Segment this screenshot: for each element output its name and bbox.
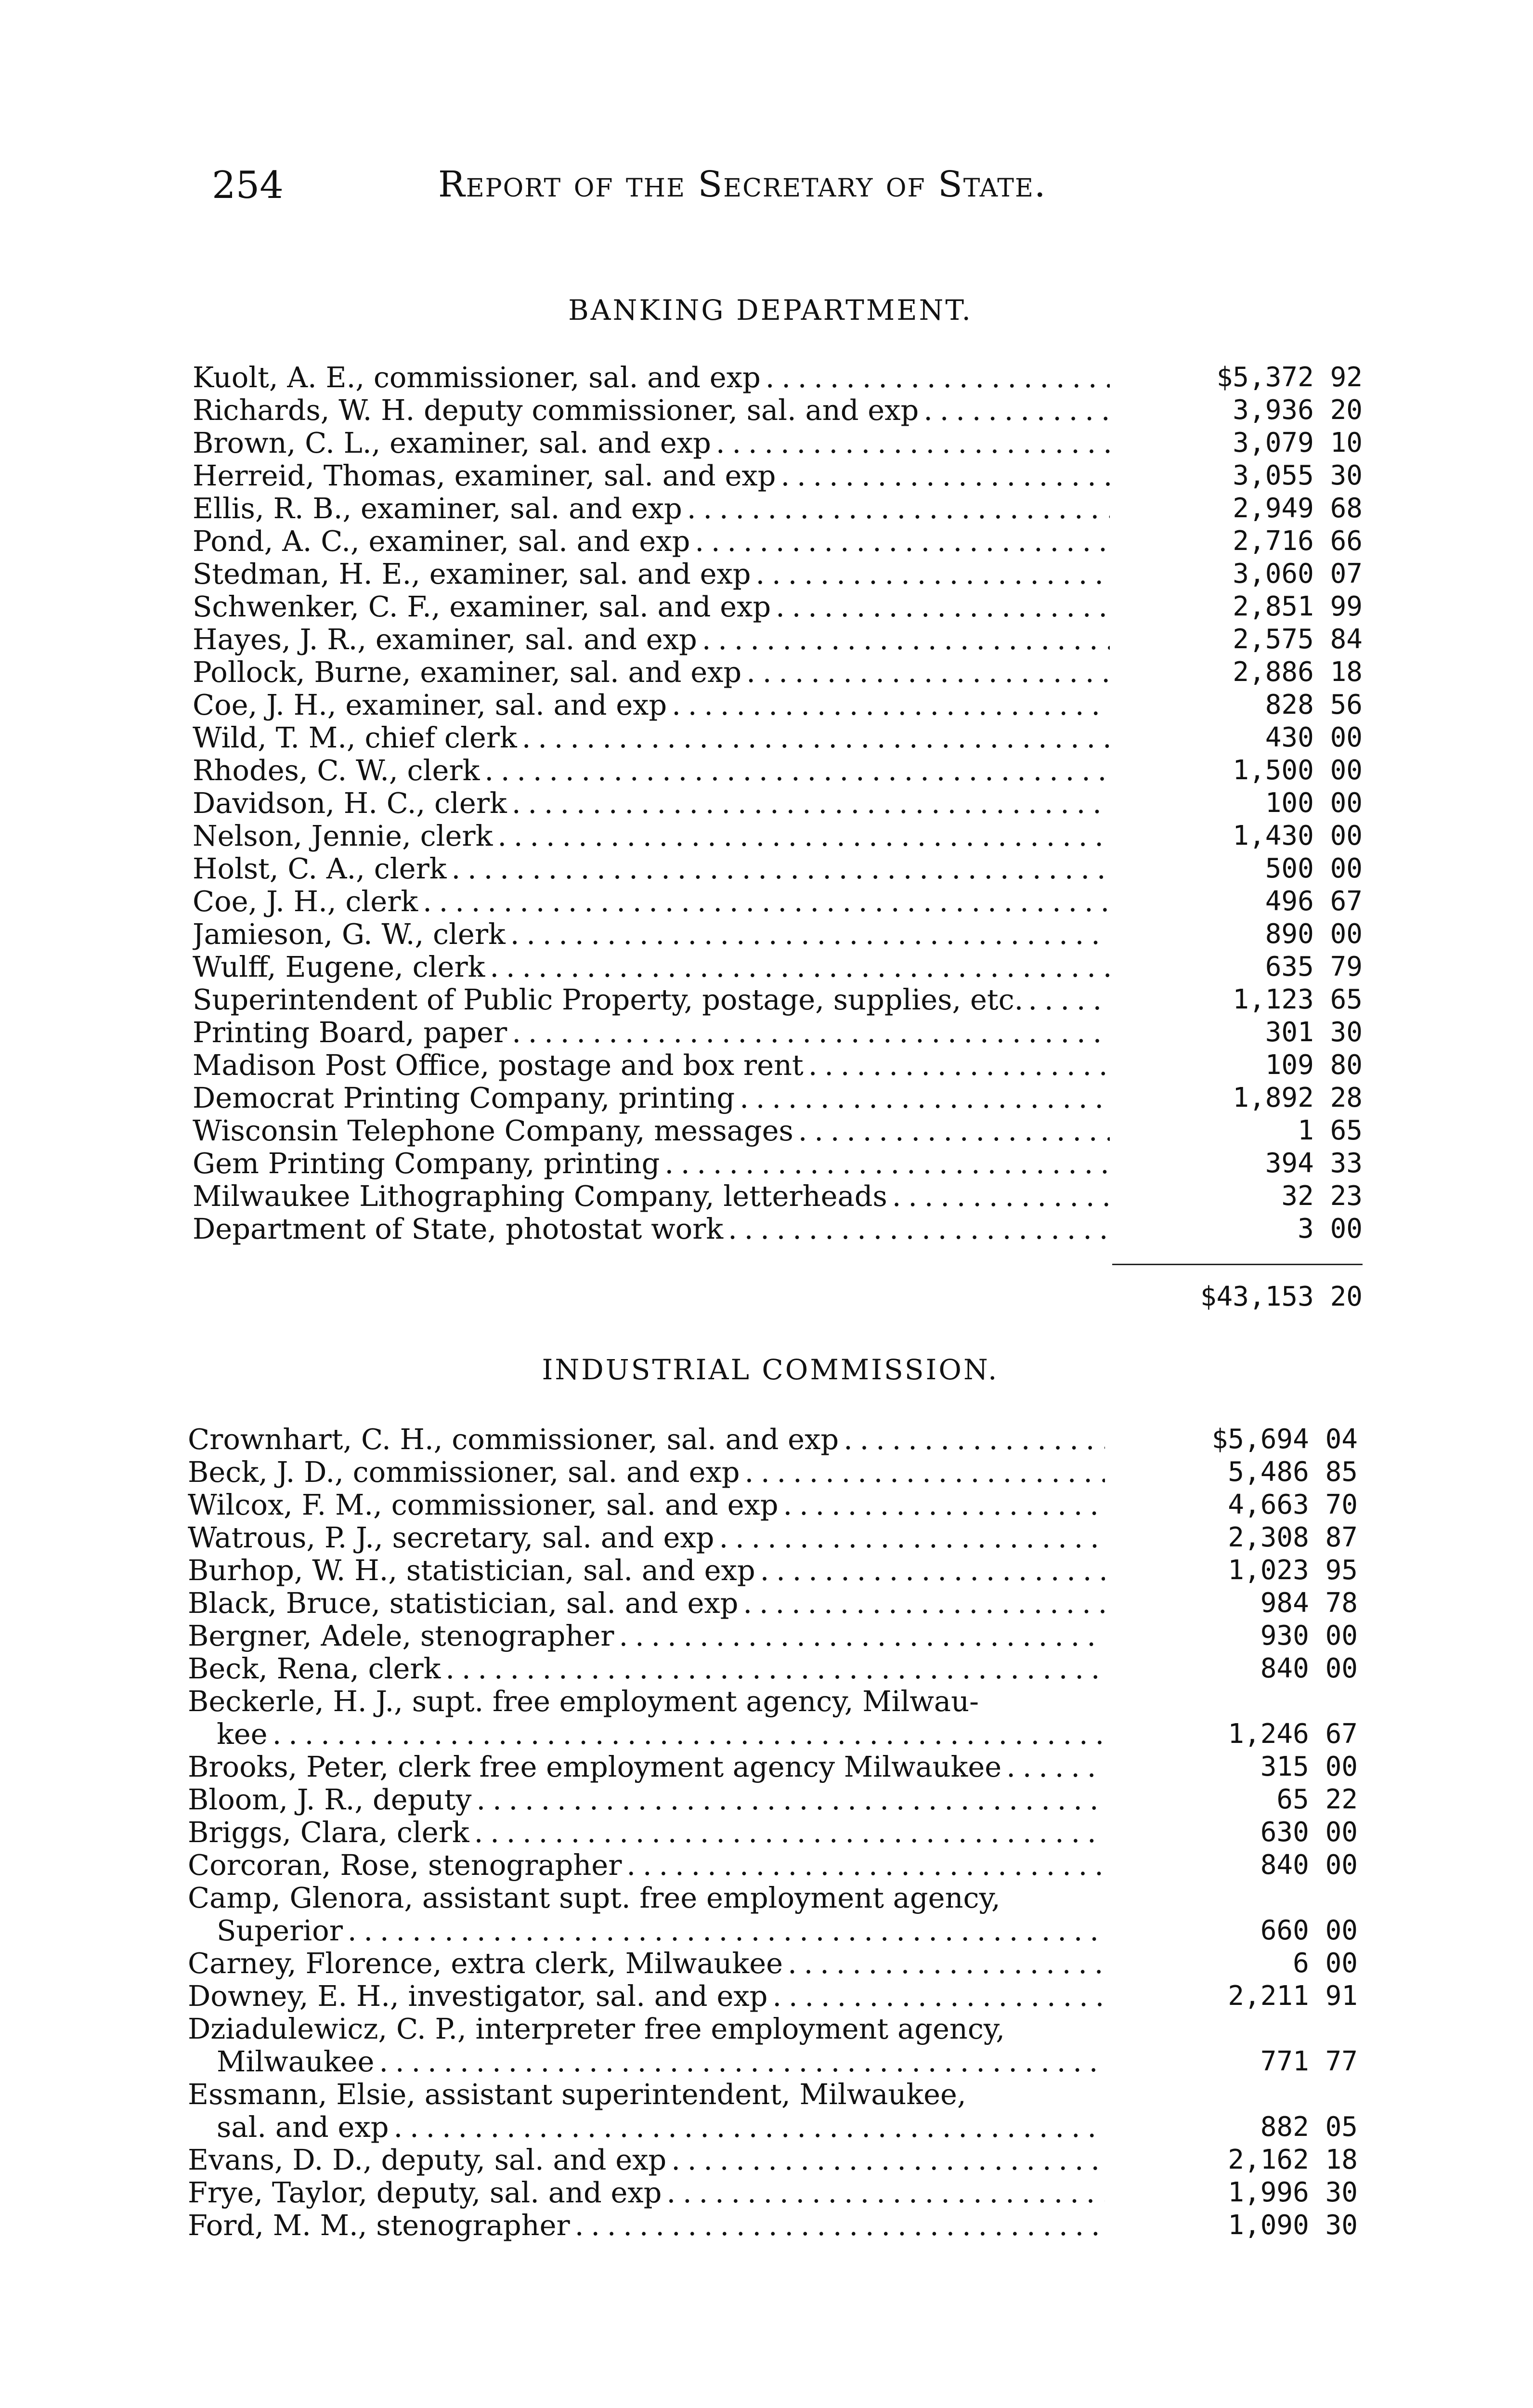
ledger-name — [193, 689, 1110, 721]
ledger-name — [193, 787, 1110, 820]
ledger-row — [188, 1554, 1358, 1587]
ledger-amount: 840 00 — [1260, 1849, 1358, 1881]
ledger-amount: 65 22 — [1276, 1784, 1358, 1815]
ledger-row — [193, 394, 1363, 427]
ledger-name — [188, 1423, 1105, 1456]
ledger-row — [188, 1456, 1358, 1489]
ledger-name — [188, 2176, 1105, 2209]
ledger-row — [193, 852, 1363, 885]
ledger-name-text: Holst, C. A., clerk — [193, 852, 447, 885]
ledger-name — [193, 852, 1110, 885]
ledger-row — [188, 1849, 1358, 1882]
leader-dots — [923, 394, 1110, 427]
ledger-row — [193, 754, 1363, 787]
ledger-row — [193, 427, 1363, 459]
ledger-name-text: Superintendent of Public Property, postage, supplies, etc. — [193, 983, 1024, 1016]
ledger-row — [193, 623, 1363, 656]
leader-dots — [394, 2111, 1105, 2144]
ledger-name — [193, 918, 1110, 951]
banking-entries — [193, 361, 1363, 1245]
ledger-name-text: Beck, Rena, clerk — [188, 1652, 441, 1685]
ledger-row — [193, 918, 1363, 951]
ledger-name — [193, 1114, 1110, 1147]
leader-dots — [695, 525, 1110, 558]
ledger-row — [188, 1980, 1358, 2013]
ledger-name: Beckerle, H. J., supt. free employment agency, Milwau- — [188, 1685, 979, 1718]
ledger-amount: 32 23 — [1281, 1180, 1363, 1212]
ledger-amount: 771 77 — [1260, 2046, 1358, 2077]
ledger-row — [188, 1751, 1358, 1783]
ledger-name — [188, 1521, 1105, 1554]
ledger-name — [188, 1751, 1105, 1783]
leader-dots — [672, 689, 1110, 721]
ledger-name — [188, 1456, 1105, 1489]
leader-dots — [522, 721, 1110, 754]
banking-section-title: BANKING DEPARTMENT. — [568, 294, 973, 327]
ledger-name-text: Nelson, Jennie, clerk — [193, 820, 493, 852]
ledger-row — [193, 590, 1363, 623]
ledger-name-text: Carney, Florence, extra clerk, Milwaukee — [188, 1947, 783, 1980]
ledger-name-text: Pollock, Burne, examiner, sal. and exp — [193, 656, 742, 689]
ledger-name-text: Bloom, J. R., deputy — [188, 1783, 472, 1816]
ledger-name-text: Herreid, Thomas, examiner, sal. and exp — [193, 459, 776, 492]
ledger-name — [188, 2209, 1105, 2242]
ledger-name — [193, 721, 1110, 754]
ledger-name: Essmann, Elsie, assistant superintendent, Milwaukee, — [188, 2078, 966, 2111]
leader-dots — [766, 361, 1110, 394]
leader-dots — [728, 1213, 1110, 1245]
leader-dots — [445, 1652, 1105, 1685]
ledger-name — [188, 1783, 1105, 1816]
leader-dots — [783, 1489, 1105, 1521]
ledger-row — [193, 459, 1363, 492]
leader-dots — [423, 885, 1110, 918]
ledger-name — [193, 1180, 1110, 1213]
ledger-amount: 2,575 84 — [1233, 624, 1363, 655]
ledger-row — [188, 1652, 1358, 1685]
leader-dots — [702, 623, 1110, 656]
ledger-row — [193, 1180, 1363, 1213]
leader-dots — [776, 590, 1110, 623]
leader-dots — [719, 1521, 1105, 1554]
ledger-name-text: Department of State, photostat work — [193, 1213, 724, 1245]
ledger-name — [188, 1947, 1105, 1980]
ledger-name-text: Frye, Taylor, deputy, sal. and exp — [188, 2176, 662, 2209]
ledger-amount: 5,486 85 — [1228, 1456, 1358, 1488]
ledger-amount: 890 00 — [1265, 918, 1363, 950]
ledger-amount: 660 00 — [1260, 1915, 1358, 1946]
ledger-amount: 3 00 — [1298, 1213, 1363, 1244]
ledger-amount: 635 79 — [1265, 951, 1363, 982]
ledger-row — [188, 1783, 1358, 1816]
ledger-amount: 430 00 — [1265, 722, 1363, 753]
ledger-name-text: Wulff, Eugene, clerk — [193, 951, 485, 983]
ledger-name — [188, 1554, 1105, 1587]
leader-dots — [844, 1423, 1105, 1456]
ledger-row — [188, 1521, 1358, 1554]
ledger-amount: 6 00 — [1293, 1948, 1358, 1979]
leader-dots — [798, 1114, 1110, 1147]
ledger-name-text: Burhop, W. H., statistician, sal. and exp — [188, 1554, 755, 1587]
ledger-amount: 2,211 91 — [1228, 1980, 1358, 2012]
leader-dots — [273, 1718, 1105, 1751]
ledger-amount: 4,663 70 — [1228, 1489, 1358, 1520]
leader-dots — [348, 1914, 1105, 1947]
ledger-row — [188, 1587, 1358, 1620]
leader-dots — [512, 1016, 1110, 1049]
ledger-name — [188, 1620, 1105, 1652]
ledger-amount: 100 00 — [1265, 787, 1363, 819]
ledger-name-text: Wisconsin Telephone Company, messages — [193, 1114, 793, 1147]
leader-dots — [666, 2176, 1105, 2209]
ledger-row — [188, 1620, 1358, 1652]
leader-dots — [664, 1147, 1110, 1180]
ledger-amount: 2,886 18 — [1233, 656, 1363, 688]
ledger-name-text: Richards, W. H. deputy commissioner, sal. and exp — [193, 394, 919, 427]
ledger-name — [193, 394, 1110, 427]
ledger-amount: 496 67 — [1265, 886, 1363, 917]
ledger-name — [188, 1587, 1105, 1620]
ledger-name — [193, 754, 1110, 787]
ledger-name — [193, 361, 1110, 394]
ledger-name — [193, 459, 1110, 492]
ledger-amount: 1,123 65 — [1233, 984, 1363, 1015]
ledger-row — [188, 1489, 1358, 1521]
ledger-row — [188, 1947, 1358, 1980]
ledger-name-text: Briggs, Clara, clerk — [188, 1816, 469, 1849]
ledger-name-text: Pond, A. C., examiner, sal. and exp — [193, 525, 690, 558]
ledger-name-text: Corcoran, Rose, stenographer — [188, 1849, 622, 1882]
ledger-name-text: Jamieson, G. W., clerk — [193, 918, 506, 951]
ledger-row — [188, 1816, 1358, 1849]
ledger-amount: 2,716 66 — [1233, 525, 1363, 557]
ledger-amount: 882 05 — [1260, 2111, 1358, 2143]
ledger-row — [193, 951, 1363, 983]
leader-dots — [512, 787, 1110, 820]
leader-dots — [687, 492, 1110, 525]
ledger-row — [188, 2013, 1358, 2078]
ledger-amount: 630 00 — [1260, 1817, 1358, 1848]
leader-dots — [497, 820, 1110, 852]
ledger-name-text: Coe, J. H., examiner, sal. and exp — [193, 689, 667, 721]
ledger-amount: 1,892 28 — [1233, 1082, 1363, 1113]
ledger-name-text: Brown, C. L., examiner, sal. and exp — [193, 427, 711, 459]
ledger-name — [193, 623, 1110, 656]
ledger-name-cont-text: sal. and exp — [217, 2111, 389, 2144]
leader-dots — [740, 1082, 1110, 1114]
ledger-row — [193, 1049, 1363, 1082]
ledger-name-text: Schwenker, C. F., examiner, sal. and exp — [193, 590, 771, 623]
ledger-row — [193, 1082, 1363, 1114]
ledger-name-text: Printing Board, paper — [193, 1016, 507, 1049]
ledger-name-text: Gem Printing Company, printing — [193, 1147, 660, 1180]
ledger-name-text: Ellis, R. B., examiner, sal. and exp — [193, 492, 682, 525]
ledger-amount: 3,060 07 — [1233, 558, 1363, 589]
ledger-name — [188, 1652, 1105, 1685]
leader-dots — [575, 2209, 1105, 2242]
ledger-name-text: Davidson, H. C., clerk — [193, 787, 507, 820]
ledger-amount: 1,090 30 — [1228, 2210, 1358, 2241]
ledger-name — [188, 2144, 1105, 2176]
ledger-name — [188, 1816, 1105, 1849]
ledger-name-text: Hayes, J. R., examiner, sal. and exp — [193, 623, 697, 656]
ledger-name — [193, 1213, 1110, 1245]
ledger-amount: 1,023 95 — [1228, 1555, 1358, 1586]
ledger-row — [193, 1114, 1363, 1147]
ledger-name-text: Coe, J. H., clerk — [193, 885, 418, 918]
leader-dots — [379, 2045, 1105, 2078]
leader-dots — [484, 754, 1110, 787]
leader-dots — [476, 1783, 1105, 1816]
ledger-row — [193, 558, 1363, 590]
ledger-amount: 3,055 30 — [1233, 460, 1363, 491]
ledger-amount: 301 30 — [1265, 1017, 1363, 1048]
ledger-name-continuation — [217, 2111, 1105, 2144]
ledger-name-text: Wild, T. M., chief clerk — [193, 721, 517, 754]
ledger-name: Camp, Glenora, assistant supt. free employment agency, — [188, 1882, 1000, 1914]
ledger-row — [193, 361, 1363, 394]
ledger-row — [193, 525, 1363, 558]
ledger-row — [188, 1685, 1358, 1751]
ledger-row — [193, 656, 1363, 689]
ledger-amount: 840 00 — [1260, 1653, 1358, 1684]
ledger-amount: 2,308 87 — [1228, 1522, 1358, 1553]
ledger-row — [188, 1882, 1358, 1947]
ledger-name-text: Watrous, P. J., secretary, sal. and exp — [188, 1521, 715, 1554]
ledger-amount: 1,996 30 — [1228, 2177, 1358, 2208]
ledger-row — [188, 1423, 1358, 1456]
leader-dots — [743, 1587, 1105, 1620]
ledger-amount: 1,500 00 — [1233, 755, 1363, 786]
leader-dots — [780, 459, 1110, 492]
ledger-name — [193, 492, 1110, 525]
ledger-amount: 500 00 — [1265, 853, 1363, 884]
ledger-name — [188, 1980, 1105, 2013]
ledger-name-text: Stedman, H. E., examiner, sal. and exp — [193, 558, 751, 590]
ledger-name-text: Rhodes, C. W., clerk — [193, 754, 480, 787]
ledger-row — [193, 1213, 1363, 1245]
ledger-row — [193, 885, 1363, 918]
ledger-row — [193, 689, 1363, 721]
ledger-row — [188, 2078, 1358, 2144]
leader-dots — [510, 918, 1110, 951]
page-header — [212, 164, 1175, 212]
ledger-amount: $5,372 92 — [1216, 362, 1363, 393]
leader-dots — [626, 1849, 1105, 1882]
leader-dots — [788, 1947, 1105, 1980]
ledger-name-text: Evans, D. D., deputy, sal. and exp — [188, 2144, 667, 2176]
ledger-name — [193, 1049, 1110, 1082]
ledger-amount: 930 00 — [1260, 1620, 1358, 1651]
ledger-row — [193, 492, 1363, 525]
ledger-name-cont-text: Superior — [217, 1914, 343, 1947]
ledger-row — [193, 820, 1363, 852]
banking-total-rule — [1112, 1264, 1363, 1265]
ledger-amount: 2,851 99 — [1233, 591, 1363, 622]
leader-dots — [808, 1049, 1110, 1082]
industrial-section-title: INDUSTRIAL COMMISSION. — [542, 1353, 999, 1386]
leader-dots — [746, 656, 1110, 689]
ledger-name — [193, 820, 1110, 852]
leader-dots — [452, 852, 1110, 885]
ledger-name-text: Madison Post Office, postage and box rent — [193, 1049, 804, 1082]
ledger-name — [188, 1849, 1105, 1882]
ledger-amount: 3,936 20 — [1233, 394, 1363, 426]
ledger-name — [193, 983, 1110, 1016]
industrial-entries — [188, 1423, 1358, 2242]
leader-dots — [892, 1180, 1110, 1213]
ledger-name-text: Brooks, Peter, clerk free employment agency Milwaukee — [188, 1751, 1002, 1783]
ledger-amount: 394 33 — [1265, 1148, 1363, 1179]
ledger-name — [193, 951, 1110, 983]
ledger-name — [193, 1147, 1110, 1180]
ledger-amount: 2,162 18 — [1228, 2144, 1358, 2175]
ledger-name-text: Democrat Printing Company, printing — [193, 1082, 735, 1114]
ledger-amount: 1 65 — [1298, 1115, 1363, 1146]
ledger-name — [188, 1489, 1105, 1521]
ledger-name-text: Black, Bruce, statistician, sal. and exp — [188, 1587, 739, 1620]
ledger-amount: 109 80 — [1265, 1049, 1363, 1081]
ledger-amount: $5,694 04 — [1211, 1424, 1358, 1455]
ledger-name-text: Wilcox, F. M., commissioner, sal. and exp — [188, 1489, 779, 1521]
ledger-row — [193, 721, 1363, 754]
leader-dots — [716, 427, 1110, 459]
ledger-name-continuation — [217, 2045, 1105, 2078]
page-number: 254 — [212, 164, 284, 207]
ledger-name — [193, 525, 1110, 558]
ledger-name — [193, 656, 1110, 689]
ledger-amount: 984 78 — [1260, 1587, 1358, 1619]
leader-dots — [756, 558, 1110, 590]
ledger-name-text: Ford, M. M., stenographer — [188, 2209, 570, 2242]
ledger-name: Dziadulewicz, C. P., interpreter free employment agency, — [188, 2013, 1005, 2045]
ledger-amount: 1,246 67 — [1228, 1718, 1358, 1750]
ledger-amount: 1,430 00 — [1233, 820, 1363, 851]
ledger-row — [193, 983, 1363, 1016]
ledger-name — [193, 1082, 1110, 1114]
ledger-name-text: Bergner, Adele, stenographer — [188, 1620, 614, 1652]
ledger-row — [193, 787, 1363, 820]
ledger-name-text: Kuolt, A. E., commissioner, sal. and exp — [193, 361, 761, 394]
ledger-name-cont-text: kee — [217, 1718, 268, 1751]
ledger-amount: 315 00 — [1260, 1751, 1358, 1782]
ledger-name — [193, 427, 1110, 459]
ledger-name — [193, 558, 1110, 590]
leader-dots — [745, 1456, 1105, 1489]
leader-dots — [1006, 1751, 1105, 1783]
ledger-row — [188, 2144, 1358, 2176]
ledger-amount: 828 56 — [1265, 689, 1363, 720]
ledger-amount: 3,079 10 — [1233, 427, 1363, 458]
leader-dots — [490, 951, 1110, 983]
ledger-name — [193, 590, 1110, 623]
ledger-row — [188, 2176, 1358, 2209]
ledger-name — [193, 885, 1110, 918]
leader-dots — [772, 1980, 1105, 2013]
ledger-name-text: Crownhart, C. H., commissioner, sal. and exp — [188, 1423, 839, 1456]
ledger-row — [193, 1147, 1363, 1180]
ledger-name-text: Downey, E. H., investigator, sal. and exp — [188, 1980, 768, 2013]
ledger-name-text: Milwaukee Lithographing Company, letterheads — [193, 1180, 887, 1213]
ledger-name — [193, 1016, 1110, 1049]
leader-dots — [619, 1620, 1105, 1652]
leader-dots — [474, 1816, 1105, 1849]
banking-total: $43,153 20 — [1200, 1281, 1363, 1312]
ledger-name-cont-text: Milwaukee — [217, 2045, 375, 2078]
leader-dots — [760, 1554, 1105, 1587]
leader-dots — [671, 2144, 1105, 2176]
leader-dots — [1028, 983, 1110, 1016]
ledger-name-continuation — [217, 1914, 1105, 1947]
ledger-name-continuation — [217, 1718, 1105, 1751]
ledger-row — [188, 2209, 1358, 2242]
ledger-name-text: Beck, J. D., commissioner, sal. and exp — [188, 1456, 740, 1489]
ledger-row — [193, 1016, 1363, 1049]
running-title: Report of the Secretary of State. — [438, 164, 1047, 205]
ledger-amount: 2,949 68 — [1233, 493, 1363, 524]
